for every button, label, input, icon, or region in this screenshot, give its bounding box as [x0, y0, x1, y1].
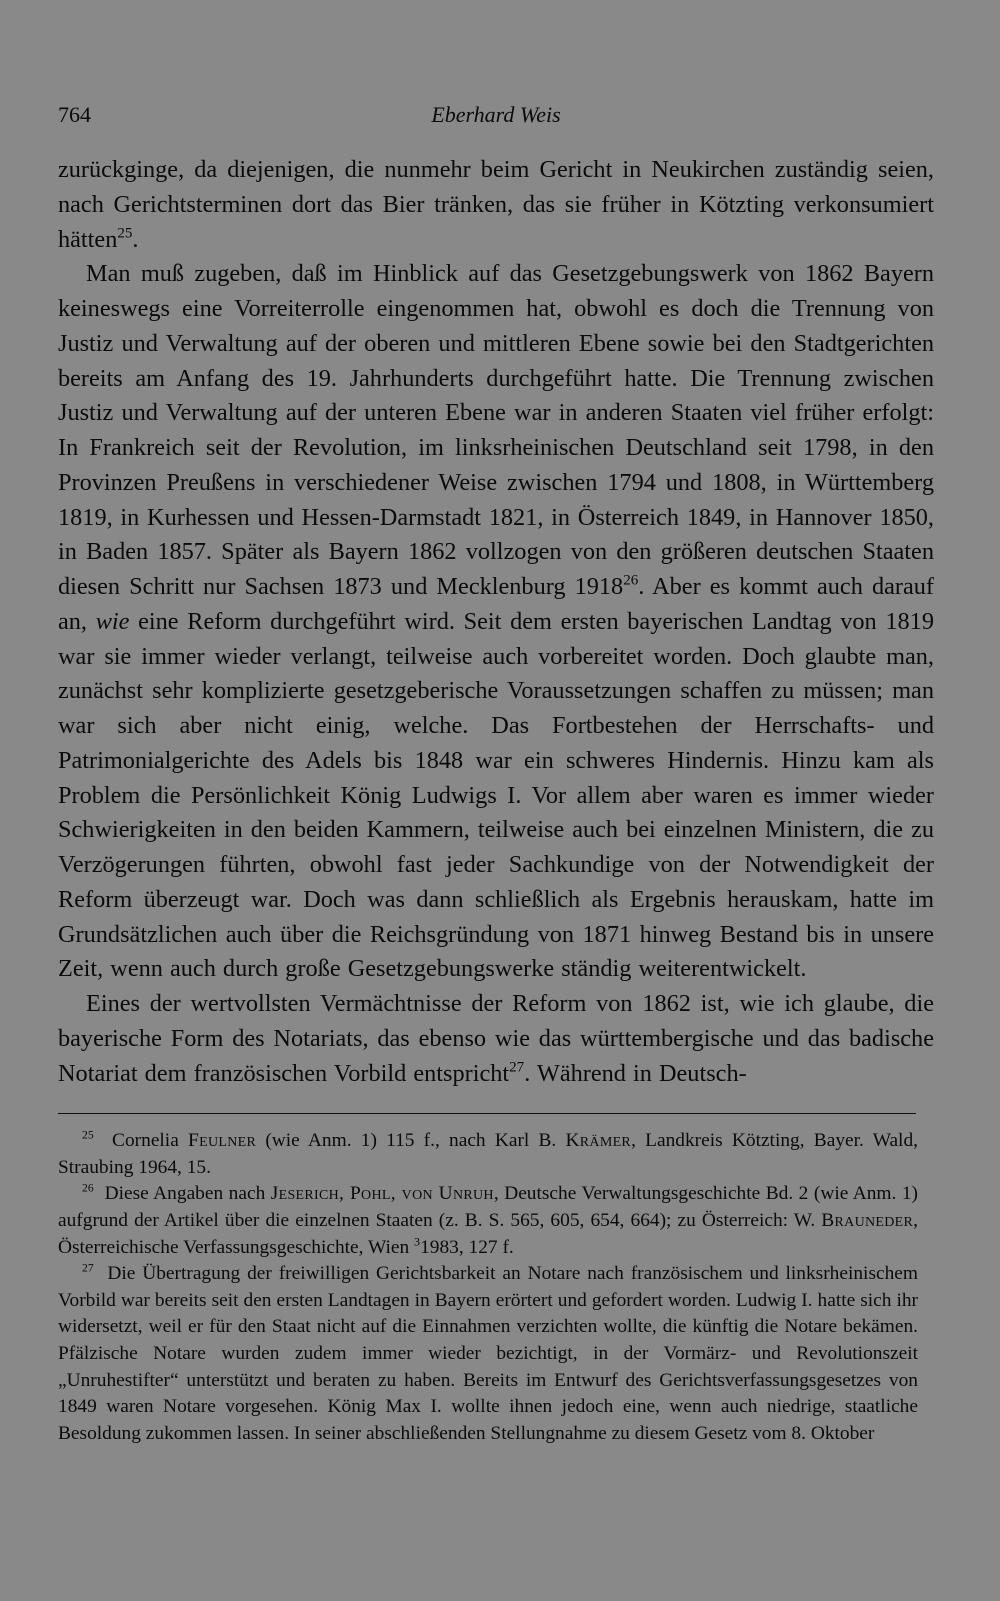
footnote-text: , Landkreis Kötzting, Bayer. Wald, Straubing 1964, 15.	[58, 1130, 918, 1178]
footnote-text: 1983, 127 f.	[420, 1236, 514, 1258]
author-name: Feulner	[188, 1130, 257, 1152]
footnote-text: (wie Anm. 1) 115 f., nach Karl B.	[256, 1130, 566, 1152]
body-text	[58, 153, 934, 1091]
emphasis: wie	[95, 607, 130, 635]
paragraph-text: . Aber es kommt auch darauf an,	[58, 573, 935, 635]
footnote-27	[58, 1261, 918, 1447]
paragraph-text: . Während in Deutsch-	[524, 1059, 747, 1087]
footnote-text: , Deutsche Verwaltungsgeschichte Bd. 2 (wie Anm. 1) aufgrund der Artikel über die einzelnen Staaten (z. B. S. 565, 605, 654, 664); zu Österreich: W.	[58, 1183, 919, 1232]
paragraph-text: Man muß zugeben, daß im Hinblick auf das Gesetzgebungswerk von 1862 Bayern keineswegs eine Vorreiterrolle eingenommen hat, obwohl es doch die Trennung von Justiz und Verwaltung auf der oberen und mittleren Ebene sowie bei den Stadtgerichten bereits am Anfang des 19. Jahrhunderts durchgeführt hatte. Die Trennung zwischen Justiz und Verwaltung auf der unteren Ebene war in anderen Staaten viel früher erfolgt: In Frankreich seit der Revolution, im linksrheinischen Deutschland seit 1798, in den Provinzen Preußens in verschiedener Weise zwischen 1794 und 1808, in Württemberg 1819, in Kurhessen und Hessen-Darmstadt 1821, in Österreich 1849, in Hannover 1850, in Baden 1857. Später als Bayern 1862 vollzogen von den größeren deutschen Staaten diesen Schritt nur Sachsen 1873 und Mecklenburg 1918	[58, 260, 934, 600]
running-head: Eberhard Weis	[431, 102, 561, 127]
footnote-text: , Österreichische Verfassungsgeschichte, Wien	[58, 1210, 918, 1258]
footnote-text: Cornelia	[112, 1130, 189, 1152]
footnote-reference: 27	[509, 1059, 525, 1076]
author-name: Brauneder	[821, 1210, 914, 1232]
paragraph-3	[58, 987, 934, 1091]
author-name: Krämer	[565, 1130, 632, 1152]
footnote-number: 26	[82, 1181, 94, 1195]
footnote-separator	[58, 1113, 916, 1114]
footnote-text: Die Übertragung der freiwilligen Gerichtsbarkeit an Notare nach französischem und linksrheinischem Vorbild war bereits seit den ersten Landtagen in Bayern erörtert und gefordert worden. Ludwig I. hatte sich ihr widersetzt, weil er für den Staat nicht auf die Einnahmen verzichten wollte, die künftig die Notare bekämen. Pfälzische Notare wurden zudem immer wieder bezichtigt, in der Vormärz- und Revolutionszeit „Unruhestifter“ unterstützt und beraten zu haben. Bereits im Entwurf des Gerichtsverfassungsgesetzes von 1849 waren Notare vorgesehen. König Max I. wollte ihnen jedoch eine, wenn auch niedrige, staatliche Besoldung zukommen lassen. In seiner abschließenden Stellungnahme zu diesem Gesetz vom 8. Oktober	[58, 1263, 918, 1444]
footnote-25	[58, 1128, 918, 1181]
footnote-number: 25	[82, 1128, 94, 1142]
footnote-number: 27	[82, 1261, 94, 1275]
edition-number: 3	[414, 1234, 421, 1249]
paragraph-2	[58, 257, 934, 987]
paragraph-text: eine Reform durchgeführt wird. Seit dem ersten bayerischen Landtag von 1819 war sie immer wieder verlangt, teilweise auch vorbereitet worden. Doch glaubte man, zunächst sehr komplizierte gesetzgeberische Voraussetzungen schaffen zu müssen; man war sich aber nicht einig, welche. Das Fortbestehen der Herrschafts- und Patrimonialgerichte des Adels bis 1848 war ein schweres Hindernis. Hinzu kam als Problem die Persönlichkeit König Ludwigs I. Vor allem aber waren es immer wieder Schwierigkeiten in den beiden Kammern, teilweise auch bei einzelnen Ministern, die zu Verzögerungen führten, obwohl fast jeder Sachkundige von der Notwendigkeit der Reform überzeugt war. Doch was dann schließlich als Ergebnis herauskam, hatte im Grundsätzlichen auch über die Reichsgründung von 1871 hinweg Bestand bis in unsere Zeit, wenn auch durch große Gesetzgebungswerke ständig weiterentwickelt.	[58, 607, 934, 983]
footnotes	[58, 1128, 918, 1447]
footnote-26	[58, 1181, 918, 1261]
footnote-text: Diese Angaben nach	[104, 1183, 271, 1205]
paragraph-text: .	[132, 225, 139, 253]
footnote-reference: 25	[117, 225, 133, 242]
footnote-reference: 26	[623, 572, 639, 589]
author-name: Jeserich, Pohl, von Unruh	[270, 1183, 494, 1205]
paragraph-text: zurückginge, da diejenigen, die nunmehr beim Gericht in Neukirchen zuständig seien, nach Gerichtsterminen dort das Bier tränken, das sie früher in Kötzting verkonsumiert hätten	[58, 156, 934, 253]
page-header	[58, 96, 934, 136]
page-number: 764	[58, 102, 91, 127]
paragraph-text: Eines der wertvollsten Vermächtnisse der Reform von 1862 ist, wie ich glaube, die bayerische Form des Notariats, das ebenso wie das württembergische und das badische Notariat dem französischen Vorbild entspricht	[58, 990, 934, 1087]
book-page	[58, 96, 934, 1447]
paragraph-1	[58, 153, 934, 257]
